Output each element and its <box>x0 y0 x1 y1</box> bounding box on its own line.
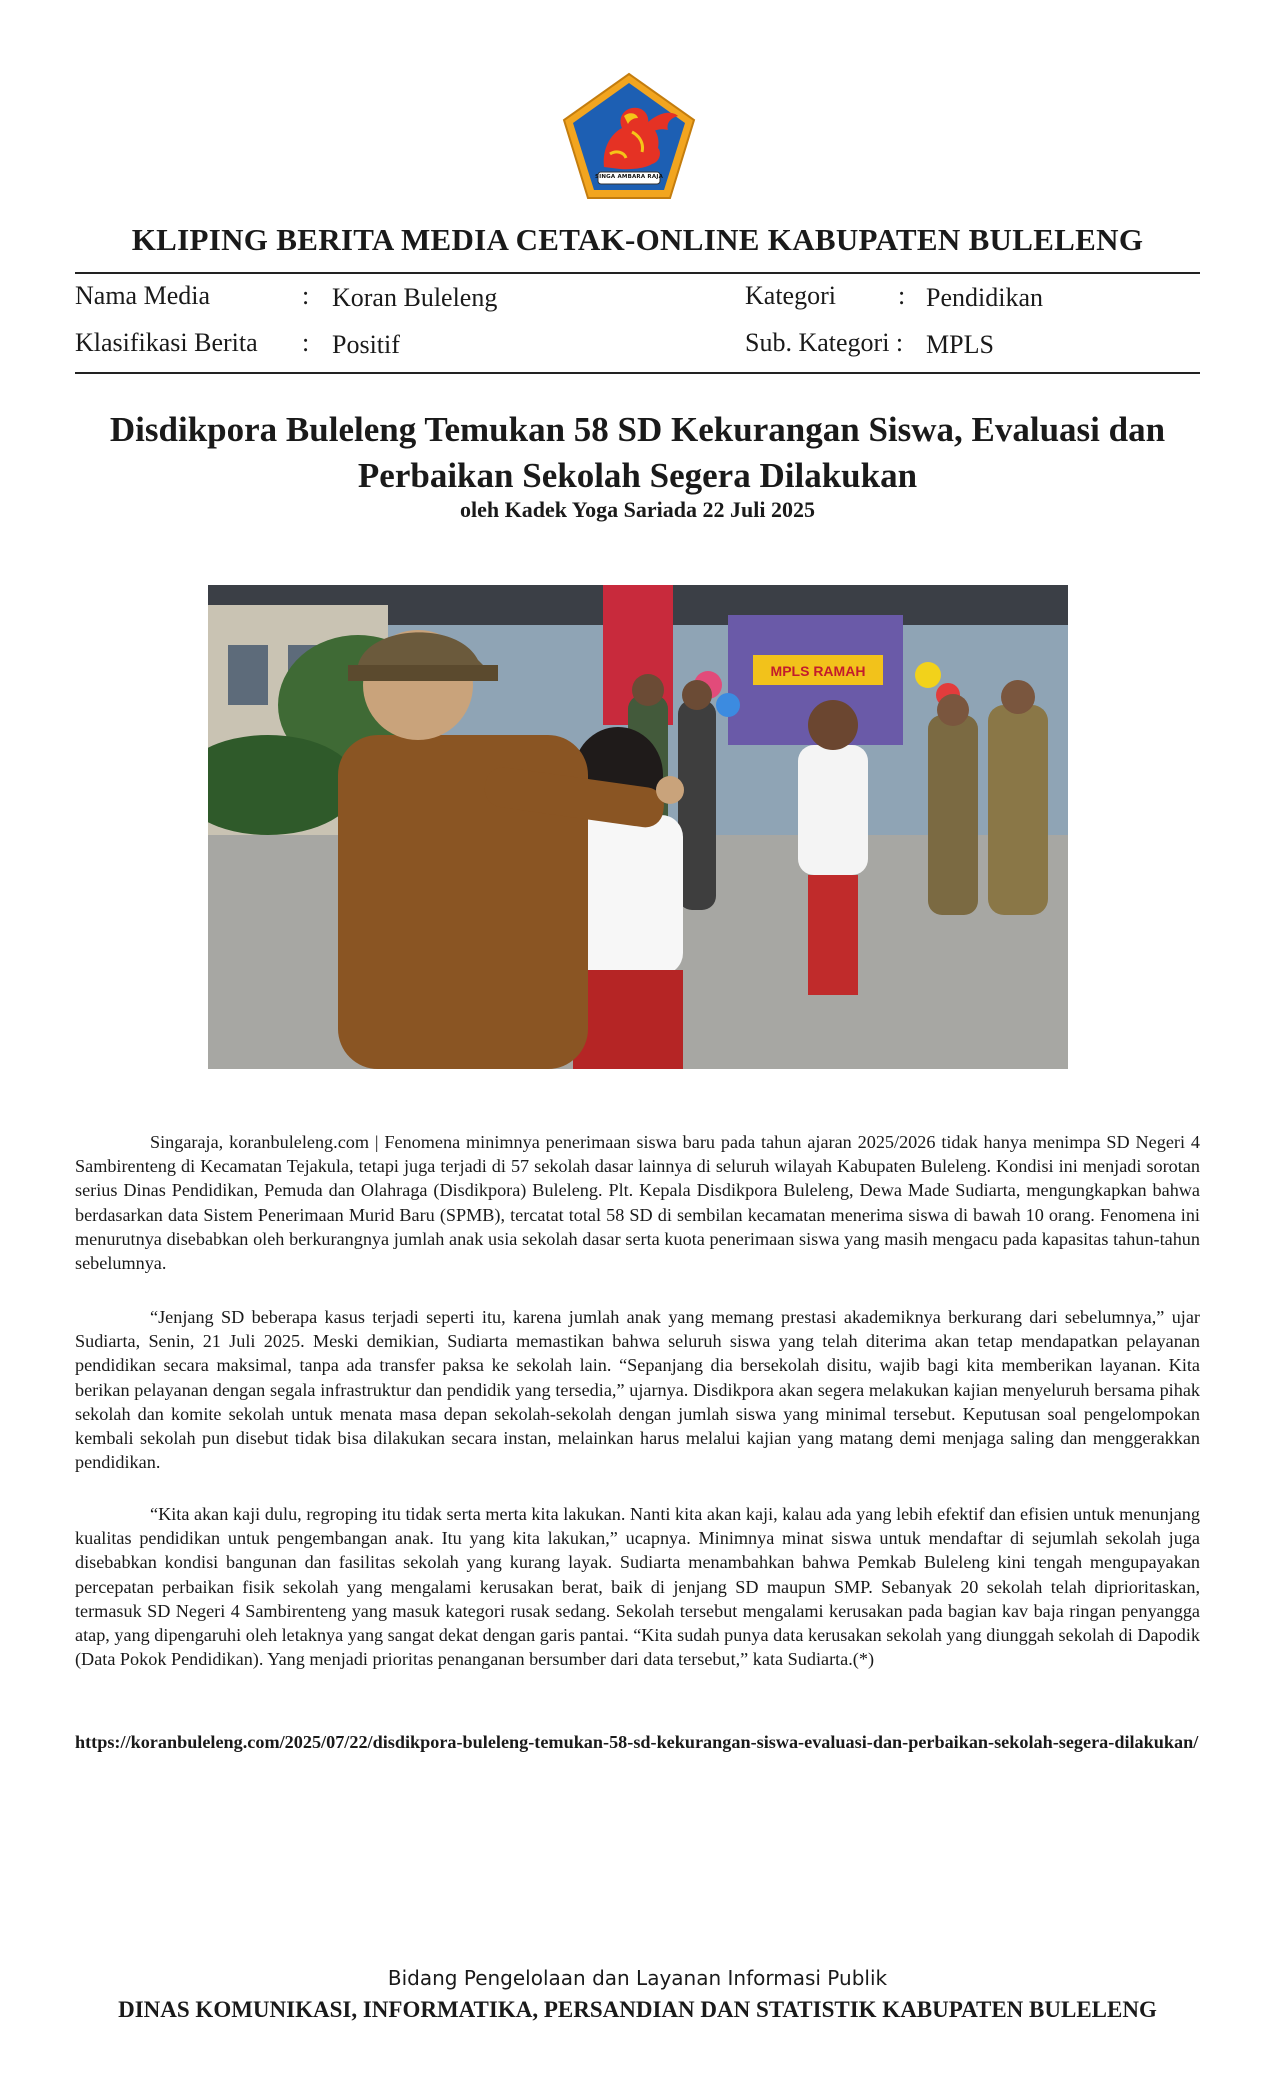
photo-illustration <box>208 585 1068 1069</box>
paragraph-2-text: “Jenjang SD beberapa kasus terjadi seperti itu, karena jumlah anak yang memang prestasi akademiknya berkurang dari sebelumnya,” ujar Sudiarta, Senin, 21 Juli 2025. Meski demikian, Sudiarta memastikan bahwa seluruh siswa yang telah diterima akan tetap mendapatkan pelayanan pendidikan secara maksimal, tanpa ada transfer paksa ke sekolah lain. “Sepanjang dia bersekolah disitu, wajib bagi kita memberikan layanan. Kita berikan pelayanan dengan segala infrastruktur dan pendidik yang tersedia,” ujarnya. Disdikpora akan segera melakukan kajian menyeluruh bersama pihak sekolah dan komite sekolah untuk menata masa depan sekolah-sekolah dengan jumlah siswa yang minimal tersebut. Keputusan soal pengelompokan kembali sekolah pun disebut tidak bisa dilakukan secara instan, melainkan harus melalui kajian yang matang demi menjaga saling dan menggerakkan pendidikan. <box>75 1307 1200 1473</box>
header-divider-bottom <box>75 372 1200 374</box>
footer-department: Bidang Pengelolaan dan Layanan Informasi Publik <box>387 1966 888 1990</box>
article-headline <box>75 407 1200 499</box>
emblem-motto: SINGA AMBARA RAJA <box>594 174 664 180</box>
paragraph-1-text: Singaraja, koranbuleleng.com | Fenomena minimnya penerimaan siswa baru pada tahun ajaran 2025/2026 tidak hanya menimpa SD Negeri 4 Sambirenteng di Kecamatan Tejakula, tetapi juga terjadi di 57 sekolah dasar lainnya di seluruh wilayah Kabupaten Buleleng. Kondisi ini menjadi sorotan serius Dinas Pendidikan, Pemuda dan Olahraga (Disdikpora) Buleleng. Plt. Kepala Disdikpora Buleleng, Dewa Made Sudiarta, mengungkapkan bahwa berdasarkan data Sistem Penerimaan Murid Baru (SPMB), tercatat total 58 SD di sembilan kecamatan menerima siswa di bawah 10 orang. Fenomena ini menurutnya disebabkan oleh berkurangnya jumlah anak usia sekolah dasar serta kuota penerimaan siswa yang masih mengacu pada kapasitas tahun-tahun sebelumnya. <box>75 1132 1200 1274</box>
article-source-link[interactable]: https://koranbuleleng.com/2025/07/22/disdikpora-buleleng-temukan-58-sd-kekurangan-siswa-evaluasi-dan-perbaikan-sekolah-segera-dilakukan/ <box>75 1732 1199 1752</box>
klasifikasi-value: Positif <box>332 330 400 359</box>
headline-line-2: Perbaikan Sekolah Segera Dilakukan <box>357 456 918 495</box>
subkategori-label: Sub. Kategori : <box>745 328 904 357</box>
klasifikasi-label: Klasifikasi Berita <box>75 328 258 357</box>
article-paragraph-2 <box>75 1305 1200 1474</box>
subkategori-value: MPLS <box>926 330 994 359</box>
article-photo <box>208 585 1068 1069</box>
media-value: Koran Buleleng <box>332 283 498 312</box>
media-label: Nama Media <box>75 281 211 310</box>
kategori-label: Kategori <box>745 281 836 310</box>
clipping-header-title: KLIPING BERITA MEDIA CETAK-ONLINE KABUPATEN BULELENG <box>131 222 1144 257</box>
media-colon: : <box>302 281 310 310</box>
photo-banner-text: MPLS RAMAH <box>770 663 866 679</box>
kategori-value: Pendidikan <box>926 283 1043 312</box>
footer-agency: DINAS KOMUNIKASI, INFORMATIKA, PERSANDIAN DAN STATISTIK KABUPATEN BULELENG <box>118 1997 1157 2022</box>
paragraph-3-text: “Kita akan kaji dulu, regroping itu tidak serta merta kita lakukan. Nanti kita akan kaji, kalau ada yang lebih efektif dan efisien untuk menunjang kualitas pendidikan untuk pengembangan anak. Itu yang kita lakukan,” ucapnya. Minimnya minat siswa untuk mendaftar di sejumlah sekolah juga disebabkan kondisi bangunan dan fasilitas sekolah yang kurang layak. Sudiarta menambahkan bahwa Pemkab Buleleng kini tengah mengupayakan percepatan perbaikan fisik sekolah yang mengalami kerusakan berat, baik di jenjang SD maupun SMP. Sebanyak 20 sekolah telah diprioritaskan, termasuk SD Negeri 4 Sambirenteng yang masuk kategori rusak sedang. Sekolah tersebut mengalami kerusakan pada bagian kav baja ringan penyangga atap, yang dipengaruhi oleh letaknya yang sangat dekat dengan garis pantai. “Kita sudah punya data kerusakan sekolah yang diunggah sekolah di Dapodik (Data Pokok Pendidikan). Yang menjadi prioritas penanganan bersumber dari data tersebut,” kata Sudiarta.(*) <box>75 1504 1200 1670</box>
article-paragraph-1 <box>75 1130 1200 1275</box>
article-paragraph-3 <box>75 1502 1200 1671</box>
header-divider-top <box>75 272 1200 274</box>
headline-line-1: Disdikpora Buleleng Temukan 58 SD Kekurangan Siswa, Evaluasi dan <box>109 410 1166 449</box>
klasifikasi-colon: : <box>302 328 310 357</box>
article-byline: oleh Kadek Yoga Sariada 22 Juli 2025 <box>460 497 815 522</box>
singa-ambara-raja-emblem-icon <box>562 72 696 202</box>
kategori-colon: : <box>898 281 906 310</box>
